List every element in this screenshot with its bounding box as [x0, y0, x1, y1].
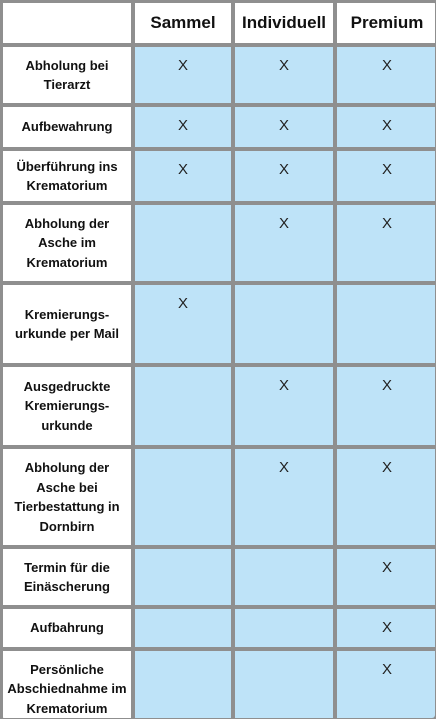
table-row	[3, 549, 436, 605]
check-cell: X	[337, 609, 436, 647]
feature-label: Abholung bei Tierarzt	[3, 47, 131, 103]
table-row	[3, 367, 436, 445]
header-row	[3, 3, 436, 43]
check-cell	[135, 651, 231, 719]
check-cell	[235, 609, 333, 647]
check-cell: X	[235, 47, 333, 103]
check-cell	[135, 609, 231, 647]
header-corner-cell	[3, 3, 131, 43]
table-row	[3, 47, 436, 103]
check-cell: X	[135, 47, 231, 103]
check-cell: X	[337, 651, 436, 719]
check-cell	[135, 205, 231, 281]
check-cell: X	[337, 367, 436, 445]
check-cell: X	[235, 449, 333, 545]
column-header-individuell: Individuell	[235, 3, 333, 43]
feature-label: Aufbewahrung	[3, 107, 131, 147]
column-header-sammel: Sammel	[135, 3, 231, 43]
feature-label: Persönliche Abschiednahme im Krematorium	[3, 651, 131, 719]
feature-label: Termin für die Einäscherung	[3, 549, 131, 605]
check-cell	[235, 285, 333, 363]
check-cell: X	[337, 47, 436, 103]
check-cell	[337, 285, 436, 363]
check-cell: X	[235, 367, 333, 445]
table-row	[3, 449, 436, 545]
table-row	[3, 609, 436, 647]
column-header-premium: Premium	[337, 3, 436, 43]
check-cell: X	[235, 205, 333, 281]
check-cell	[235, 549, 333, 605]
check-cell	[135, 367, 231, 445]
table-header	[3, 3, 436, 43]
check-cell: X	[337, 107, 436, 147]
table-row	[3, 285, 436, 363]
check-cell: X	[235, 107, 333, 147]
check-cell	[135, 449, 231, 545]
table-row	[3, 651, 436, 719]
feature-label: Überführung ins Krematorium	[3, 151, 131, 201]
check-cell	[135, 549, 231, 605]
feature-label: Aufbahrung	[3, 609, 131, 647]
feature-label: Ausgedruckte Kremierungs-urkunde	[3, 367, 131, 445]
check-cell: X	[135, 107, 231, 147]
check-cell	[235, 651, 333, 719]
table-row	[3, 205, 436, 281]
check-cell: X	[337, 205, 436, 281]
check-cell: X	[135, 151, 231, 201]
check-cell: X	[337, 449, 436, 545]
table-row	[3, 107, 436, 147]
feature-label: Kremierungs-urkunde per Mail	[3, 285, 131, 363]
check-cell: X	[337, 151, 436, 201]
feature-label: Abholung der Asche im Krematorium	[3, 205, 131, 281]
check-cell: X	[135, 285, 231, 363]
table-row	[3, 151, 436, 201]
check-cell: X	[235, 151, 333, 201]
feature-label: Abholung der Asche bei Tierbestattung in Dornbirn	[3, 449, 131, 545]
check-cell: X	[337, 549, 436, 605]
table-body	[3, 47, 436, 719]
